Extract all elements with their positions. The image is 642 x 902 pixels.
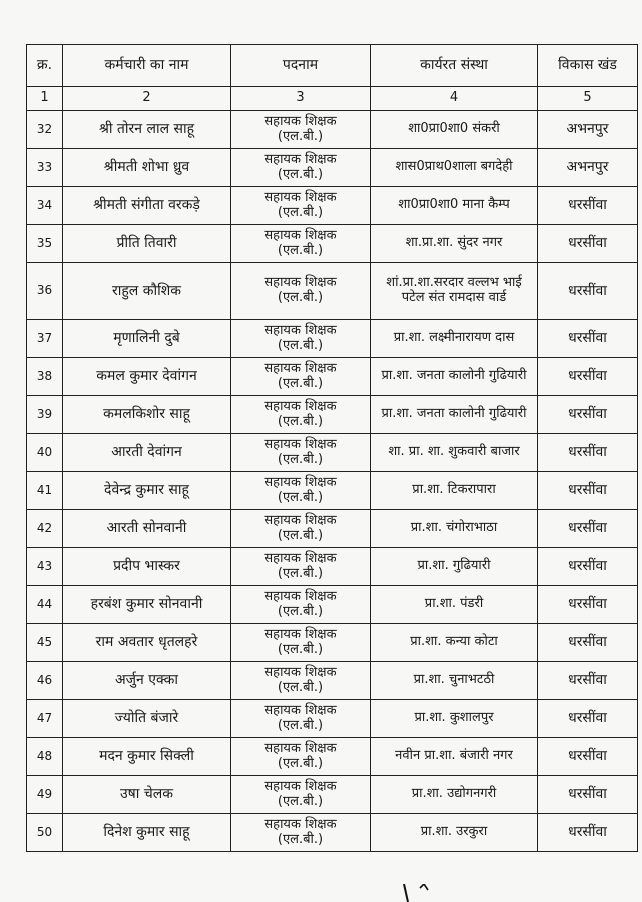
development-block: धरसींवा — [538, 738, 638, 776]
designation-sub: (एल.बी.) — [277, 375, 324, 391]
development-block: धरसींवा — [538, 548, 638, 586]
institution: शां.प्रा.शा.सरदार वल्लभ भाई पटेल संत रामदास वार्ड — [371, 263, 538, 320]
employee-name: राम अवतार धृतलहरे — [63, 624, 231, 662]
designation: सहायक शिक्षक — [264, 626, 337, 642]
designation-sub: (एल.बी.) — [277, 527, 324, 543]
designation: सहायक शिक्षक — [264, 151, 337, 167]
development-block: धरसींवा — [538, 396, 638, 434]
institution: प्रा.शा. जनता कालोनी गुढियारी — [371, 396, 538, 434]
employee-name: आरती सोनवानी — [63, 510, 231, 548]
table-row — [27, 776, 638, 814]
designation-cell — [231, 434, 371, 472]
employee-name: श्रीमती शोभा ध्रुव — [63, 149, 231, 187]
table-row — [27, 187, 638, 225]
designation-cell — [231, 776, 371, 814]
serial-number: 50 — [27, 814, 63, 852]
institution: प्रा.शा. कन्या कोटा — [371, 624, 538, 662]
designation: सहायक शिक्षक — [264, 113, 337, 129]
serial-number: 34 — [27, 187, 63, 225]
designation-sub: (एल.बी.) — [277, 565, 324, 581]
designation: सहायक शिक्षक — [264, 664, 337, 680]
header-block: विकास खंड — [538, 45, 638, 87]
table-row — [27, 472, 638, 510]
designation-sub: (एल.बी.) — [277, 242, 324, 258]
designation-cell — [231, 548, 371, 586]
institution: प्रा.शा. चंगोराभाठा — [371, 510, 538, 548]
employee-name: श्रीमती संगीता वरकड़े — [63, 187, 231, 225]
designation-cell — [231, 700, 371, 738]
header-institution: कार्यरत संस्था — [371, 45, 538, 87]
designation: सहायक शिक्षक — [264, 322, 337, 338]
development-block: धरसींवा — [538, 320, 638, 358]
designation-cell — [231, 358, 371, 396]
designation-cell — [231, 396, 371, 434]
table-row — [27, 624, 638, 662]
designation: सहायक शिक्षक — [264, 474, 337, 490]
designation: सहायक शिक्षक — [264, 702, 337, 718]
designation: सहायक शिक्षक — [264, 816, 337, 832]
serial-number: 48 — [27, 738, 63, 776]
designation-cell — [231, 187, 371, 225]
employee-name: मृणालिनी दुबे — [63, 320, 231, 358]
designation-cell — [231, 225, 371, 263]
designation-sub: (एल.बी.) — [277, 128, 324, 144]
header-designation: पदनाम — [231, 45, 371, 87]
designation-cell — [231, 149, 371, 187]
development-block: धरसींवा — [538, 510, 638, 548]
designation-sub: (एल.बी.) — [277, 413, 324, 429]
development-block: धरसींवा — [538, 662, 638, 700]
employee-name: दिनेश कुमार साहू — [63, 814, 231, 852]
serial-number: 41 — [27, 472, 63, 510]
institution: प्रा.शा. पंडरी — [371, 586, 538, 624]
serial-number: 35 — [27, 225, 63, 263]
designation-cell — [231, 624, 371, 662]
column-number: 1 — [27, 87, 63, 111]
column-number: 5 — [538, 87, 638, 111]
employee-name: कमल कुमार देवांगन — [63, 358, 231, 396]
designation: सहायक शिक्षक — [264, 588, 337, 604]
table-row — [27, 396, 638, 434]
designation-cell — [231, 738, 371, 776]
employee-name: आरती देवांगन — [63, 434, 231, 472]
column-number: 2 — [63, 87, 231, 111]
table-row — [27, 738, 638, 776]
designation-sub: (एल.बी.) — [277, 717, 324, 733]
development-block: धरसींवा — [538, 586, 638, 624]
table-row — [27, 111, 638, 149]
header-row — [27, 45, 638, 87]
table-row — [27, 510, 638, 548]
institution: प्रा.शा. लक्ष्मीनारायण दास — [371, 320, 538, 358]
employee-name: प्रीति तिवारी — [63, 225, 231, 263]
employee-name: मदन कुमार सिक्ली — [63, 738, 231, 776]
designation-sub: (एल.बी.) — [277, 603, 324, 619]
institution: शा. प्रा. शा. शुकवारी बाजार — [371, 434, 538, 472]
employee-name: हरबंश कुमार सोनवानी — [63, 586, 231, 624]
development-block: धरसींवा — [538, 434, 638, 472]
column-number: 4 — [371, 87, 538, 111]
development-block: अभनपुर — [538, 111, 638, 149]
employee-name: कमलकिशोर साहू — [63, 396, 231, 434]
designation-cell — [231, 510, 371, 548]
serial-number: 37 — [27, 320, 63, 358]
employee-name: अर्जुन एक्का — [63, 662, 231, 700]
table-row — [27, 700, 638, 738]
header-employee-name: कर्मचारी का नाम — [63, 45, 231, 87]
employee-name: ज्योति बंजारे — [63, 700, 231, 738]
table-row — [27, 548, 638, 586]
serial-number: 40 — [27, 434, 63, 472]
table-row — [27, 662, 638, 700]
designation-sub: (एल.बी.) — [277, 489, 324, 505]
development-block: अभनपुर — [538, 149, 638, 187]
institution: शास0प्राथ0शाला बगदेही — [371, 149, 538, 187]
employee-name: देवेन्द्र कुमार साहू — [63, 472, 231, 510]
designation-sub: (एल.बी.) — [277, 166, 324, 182]
designation: सहायक शिक्षक — [264, 740, 337, 756]
designation: सहायक शिक्षक — [264, 227, 337, 243]
development-block: धरसींवा — [538, 776, 638, 814]
header-serial: क्र. — [27, 45, 63, 87]
designation-cell — [231, 111, 371, 149]
table-row — [27, 358, 638, 396]
designation-sub: (एल.बी.) — [277, 755, 324, 771]
designation: सहायक शिक्षक — [264, 550, 337, 566]
designation-cell — [231, 662, 371, 700]
designation: सहायक शिक्षक — [264, 360, 337, 376]
designation-sub: (एल.बी.) — [277, 290, 324, 305]
serial-number: 33 — [27, 149, 63, 187]
column-number-row — [27, 87, 638, 111]
designation: सहायक शिक्षक — [264, 398, 337, 414]
designation-cell — [231, 814, 371, 852]
table-row — [27, 814, 638, 852]
designation: सहायक शिक्षक — [264, 512, 337, 528]
table-row — [27, 320, 638, 358]
designation: सहायक शिक्षक — [264, 436, 337, 452]
employee-name: उषा चेलक — [63, 776, 231, 814]
table-row — [27, 225, 638, 263]
serial-number: 32 — [27, 111, 63, 149]
employee-table — [26, 44, 638, 852]
serial-number: 36 — [27, 263, 63, 320]
designation: सहायक शिक्षक — [264, 189, 337, 205]
table-row — [27, 434, 638, 472]
development-block: धरसींवा — [538, 814, 638, 852]
column-number: 3 — [231, 87, 371, 111]
institution: शा.प्रा.शा. सुंदर नगर — [371, 225, 538, 263]
designation-sub: (एल.बी.) — [277, 641, 324, 657]
designation-sub: (एल.बी.) — [277, 204, 324, 220]
development-block: धरसींवा — [538, 472, 638, 510]
employee-name: राहुल कौशिक — [63, 263, 231, 320]
designation-cell — [231, 586, 371, 624]
serial-number: 44 — [27, 586, 63, 624]
table-row — [27, 149, 638, 187]
serial-number: 47 — [27, 700, 63, 738]
institution: प्रा.शा. टिकरापारा — [371, 472, 538, 510]
development-block: धरसींवा — [538, 358, 638, 396]
designation-sub: (एल.बी.) — [277, 793, 324, 809]
institution: प्रा.शा. उद्योगनगरी — [371, 776, 538, 814]
pen-mark — [402, 884, 432, 902]
serial-number: 45 — [27, 624, 63, 662]
institution: प्रा.शा. चुनाभटठी — [371, 662, 538, 700]
institution: शा0प्रा0शा0 माना कैम्प — [371, 187, 538, 225]
designation-sub: (एल.बी.) — [277, 451, 324, 467]
table-row — [27, 263, 638, 320]
serial-number: 46 — [27, 662, 63, 700]
serial-number: 42 — [27, 510, 63, 548]
institution: शा0प्रा0शा0 संकरी — [371, 111, 538, 149]
designation: सहायक शिक्षक — [264, 778, 337, 794]
designation-cell — [231, 472, 371, 510]
development-block: धरसींवा — [538, 700, 638, 738]
institution: प्रा.शा. जनता कालोनी गुढियारी — [371, 358, 538, 396]
designation-cell — [231, 263, 371, 320]
designation-sub: (एल.बी.) — [277, 679, 324, 695]
development-block: धरसींवा — [538, 263, 638, 320]
institution: प्रा.शा. उरकुरा — [371, 814, 538, 852]
table-row — [27, 586, 638, 624]
serial-number: 43 — [27, 548, 63, 586]
institution: नवीन प्रा.शा. बंजारी नगर — [371, 738, 538, 776]
designation-cell — [231, 320, 371, 358]
serial-number: 39 — [27, 396, 63, 434]
employee-name: प्रदीप भास्कर — [63, 548, 231, 586]
development-block: धरसींवा — [538, 187, 638, 225]
employee-name: श्री तोरन लाल साहू — [63, 111, 231, 149]
development-block: धरसींवा — [538, 624, 638, 662]
serial-number: 49 — [27, 776, 63, 814]
institution: प्रा.शा. गुढियारी — [371, 548, 538, 586]
serial-number: 38 — [27, 358, 63, 396]
designation-sub: (एल.बी.) — [277, 831, 324, 847]
institution: प्रा.शा. कुशालपुर — [371, 700, 538, 738]
development-block: धरसींवा — [538, 225, 638, 263]
designation-sub: (एल.बी.) — [277, 337, 324, 353]
designation: सहायक शिक्षक — [264, 275, 337, 291]
